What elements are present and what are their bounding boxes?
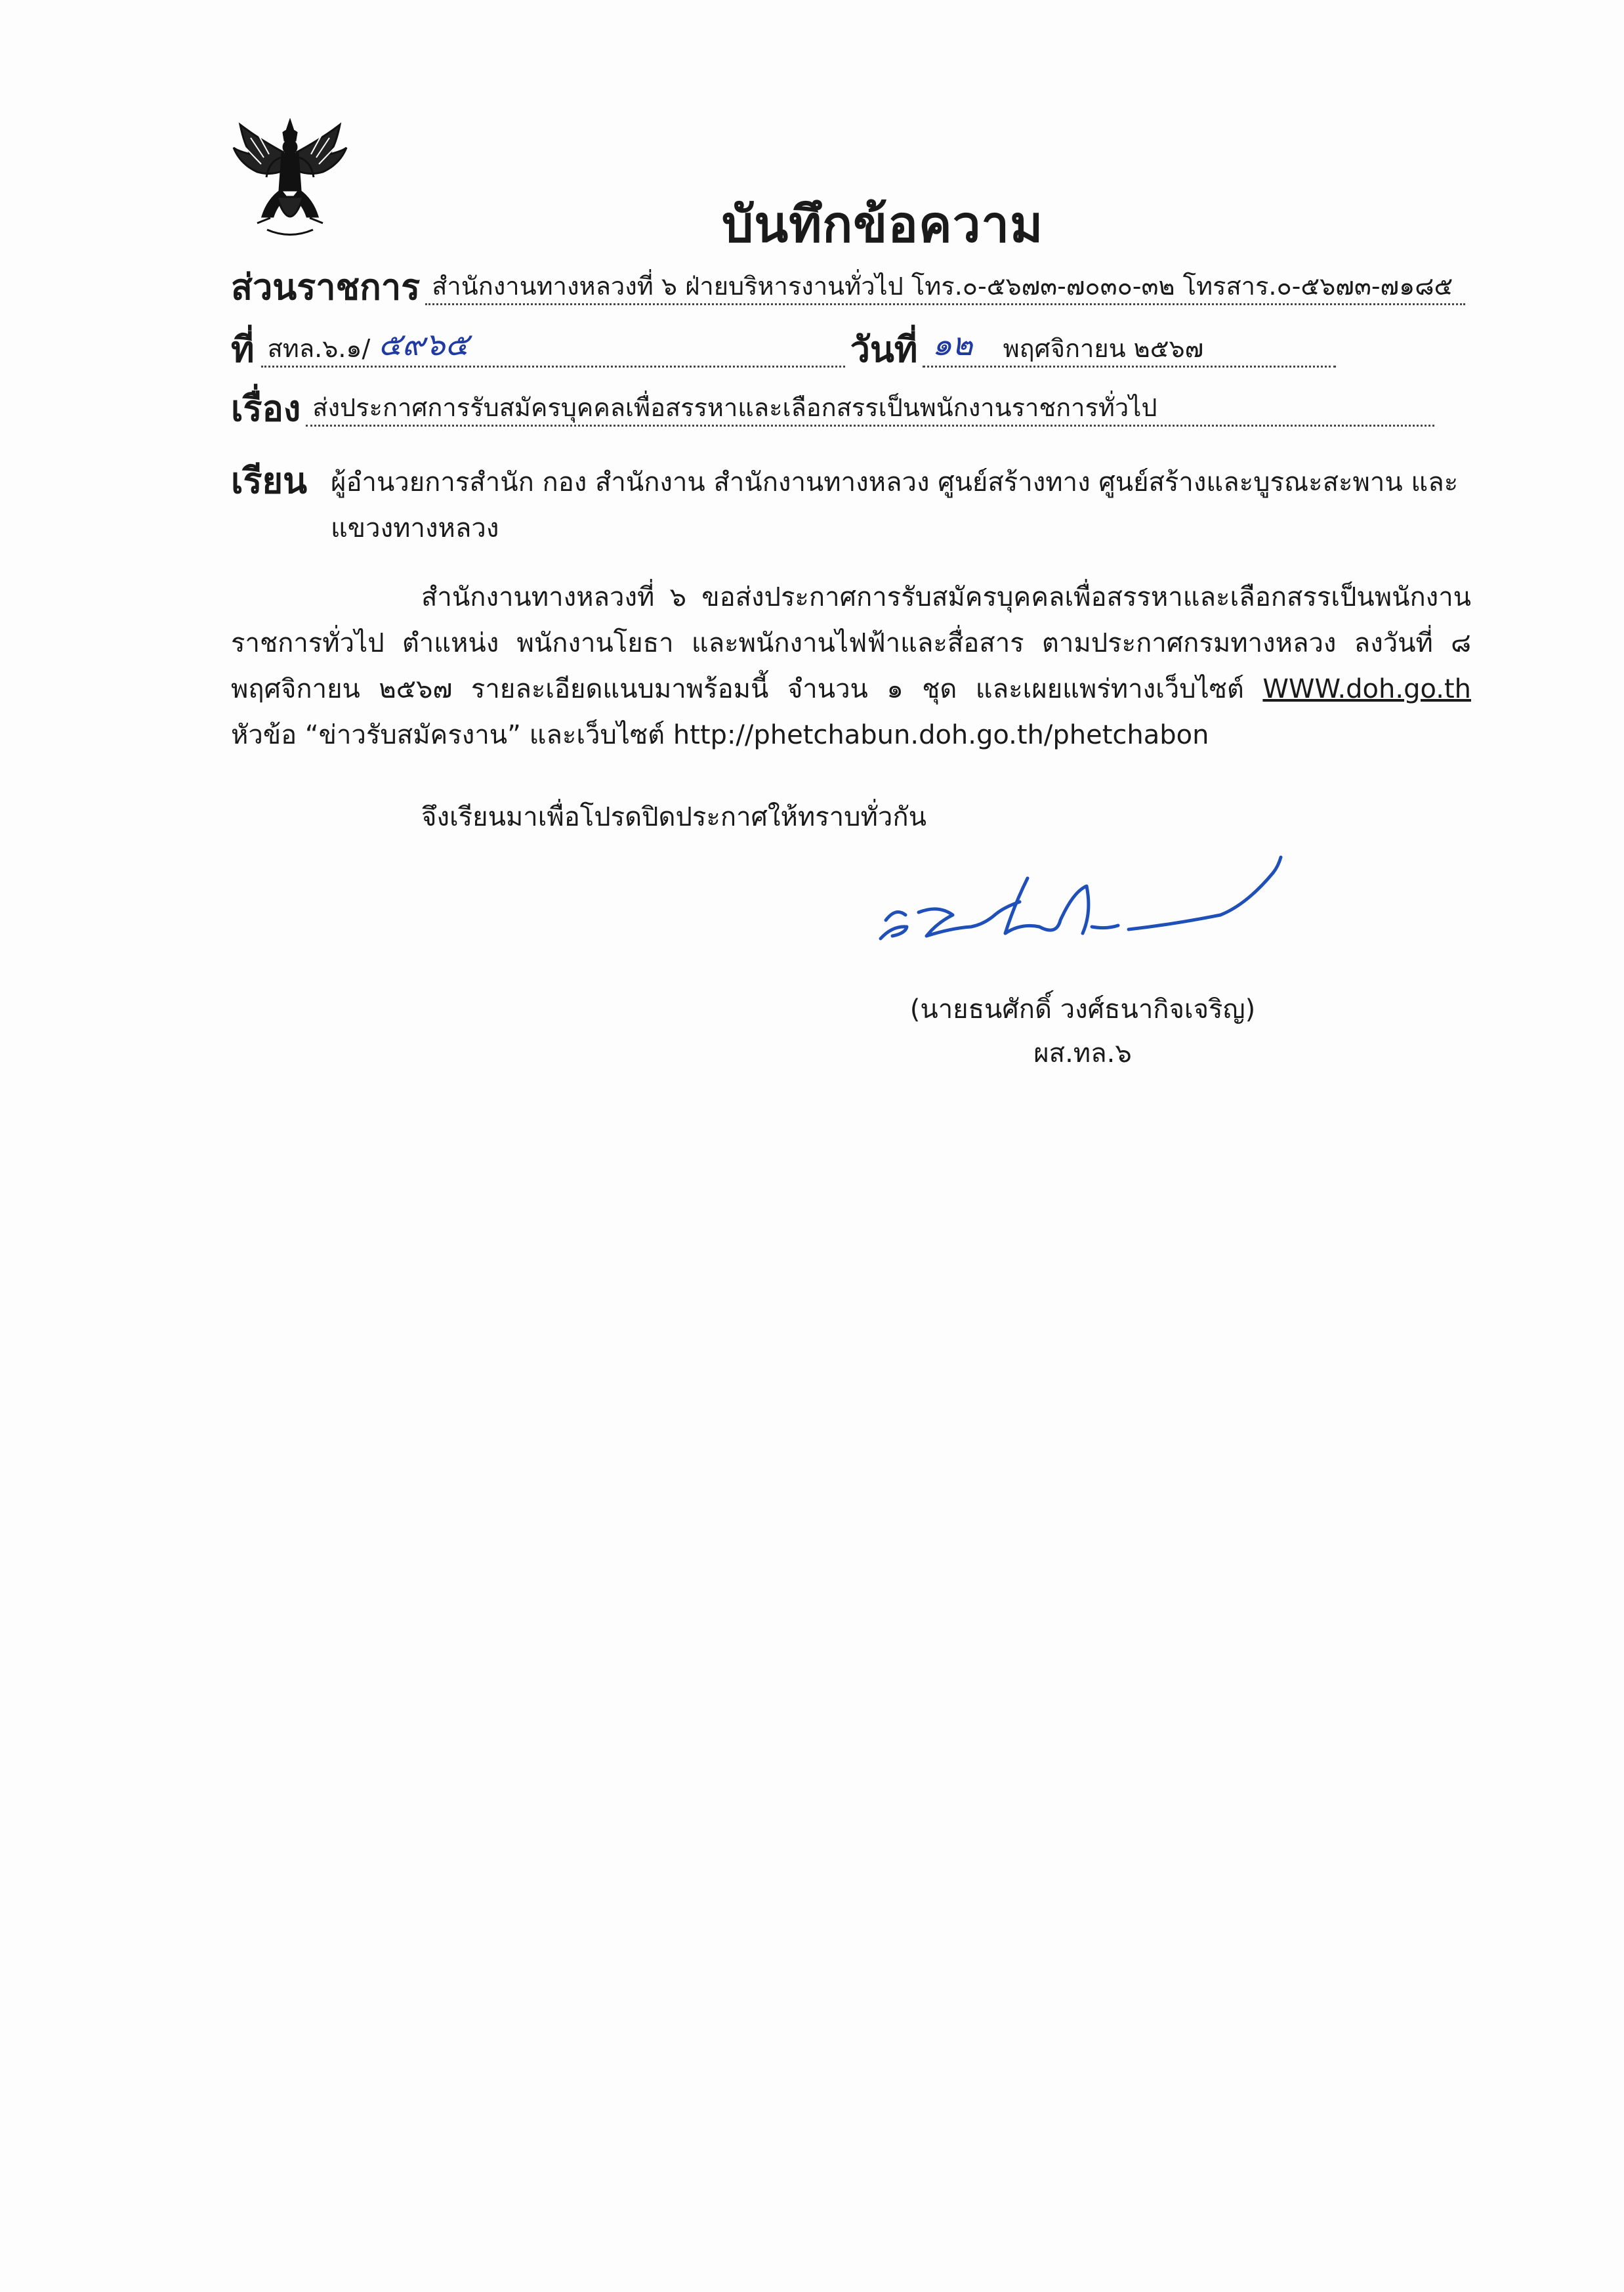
agency-value: [425, 272, 1465, 305]
ref-label: ที่: [231, 329, 255, 370]
signer-title: ผส.ทล.๖: [1033, 1038, 1132, 1069]
date-label: วันที่: [850, 329, 918, 370]
subject-text: ส่งประกาศการรับสมัครบุคคลเพื่อสรรหาและเลือกสรรเป็นพนักงานราชการทั่วไป: [312, 393, 1157, 423]
closing-line: จึงเรียนมาเพื่อโปรดปิดประกาศให้ทราบทั่วกัน: [421, 802, 927, 832]
handwritten-signature: [866, 847, 1299, 962]
website-link[interactable]: WWW.doh.go.th: [1262, 674, 1471, 704]
agency-row: [231, 259, 1465, 308]
body-paragraph: [231, 574, 1471, 758]
paragraph-part-2: หัวข้อ “ข่าวรับสมัครงาน” และเว็บไซต์ http://phetchabun.doh.go.th/phetchabon: [231, 720, 1209, 750]
paragraph-part-1: สำนักงานทางหลวงที่ ๖ ขอส่งประกาศการรับสมัครบุคคลเพื่อสรรหาและเลือกสรรเป็นพนักงานราชการทั่วไป ตำแหน่ง พนักงานโยธา และพนักงานไฟฟ้าและสื่อสาร ตามประกาศกรมทางหลวง ลงวันที่ ๘ พฤศจิกายน ๒๕๖๗ รายละเอียดแนบมาพร้อมนี้ จำนวน ๑ ชุด และเผยแพร่ทางเว็บไซต์: [231, 582, 1471, 704]
ref-date-row: [231, 322, 1336, 368]
page-title: บันทึกข้อความ: [722, 195, 1044, 253]
agency-text: สำนักงานทางหลวงที่ ๖ ฝ่ายบริหารงานทั่วไป โทร.๐-๕๖๗๓-๗๐๓๐-๓๒ โทรสาร.๐-๕๖๗๓-๗๑๘๕: [432, 272, 1453, 301]
subject-value: [306, 393, 1434, 427]
subject-label: เรื่อง: [231, 388, 301, 429]
garuda-emblem-icon: [231, 118, 349, 240]
ref-number-handwritten: ๕๙๖๕: [378, 326, 469, 364]
date-day-handwritten: ๑๒: [932, 326, 973, 364]
date-value: [923, 326, 1336, 368]
signer-name: (นายธนศักดิ์ วงศ์ธนากิจเจริญ): [909, 994, 1256, 1025]
ref-prefix: สทล.๖.๑/: [267, 334, 371, 364]
salutation-label: เรียน: [231, 460, 308, 501]
date-month-year: พฤศจิกายน ๒๕๖๗: [1003, 334, 1204, 364]
ref-value: [261, 326, 845, 368]
salutation-text: ผู้อำนวยการสำนัก กอง สำนักงาน สำนักงานทางหลวง ศูนย์สร้างทาง ศูนย์สร้างและบูรณะสะพาน และแขวงทางหลวง: [331, 467, 1459, 543]
agency-label: ส่วนราชการ: [231, 266, 421, 308]
salutation: [231, 459, 1478, 551]
subject-row: [231, 381, 1434, 427]
